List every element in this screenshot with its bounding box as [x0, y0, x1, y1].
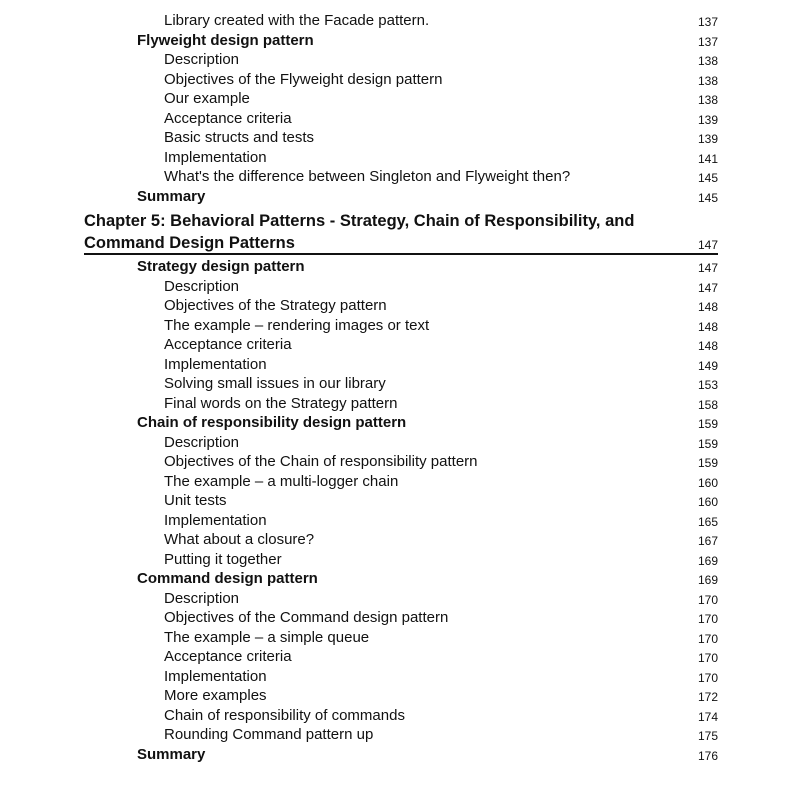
toc-entry-page-number: 159: [697, 417, 718, 431]
toc-subsection-entry[interactable]: [0, 589, 800, 609]
toc-subsection-entry[interactable]: [0, 316, 800, 336]
toc-entry-title: Chain of responsibility design pattern: [137, 414, 407, 431]
toc-entry-title: Implementation: [164, 667, 267, 685]
toc-entry-page-number: 172: [697, 690, 718, 704]
toc-entry-title: What's the difference between Singleton and Flyweight then?: [164, 168, 571, 185]
toc-entry-page-number: 145: [697, 171, 718, 185]
toc-subsection-entry[interactable]: [0, 491, 800, 511]
toc-entry-page-number: 158: [697, 397, 718, 412]
toc-entry-title: Implementation: [164, 148, 267, 166]
toc-entry-title: Objectives of the Command design pattern: [164, 609, 449, 626]
toc-entry-page-number: 147: [697, 280, 718, 295]
toc-entry-page-number: 170: [697, 651, 718, 665]
toc-entry-page-number: 137: [697, 34, 718, 49]
toc-subsection-entry[interactable]: [0, 550, 800, 570]
toc-entry-page-number: 137: [697, 15, 718, 29]
toc-subsection-entry[interactable]: [0, 628, 800, 648]
toc-entry-page-number: 139: [697, 132, 718, 146]
toc-entry-page-number: 139: [697, 112, 718, 127]
chapter-title-line-2: Command Design Patterns: [84, 234, 295, 252]
toc-subsection-entry[interactable]: [0, 706, 800, 726]
toc-subsection-entry[interactable]: [0, 725, 800, 745]
chapter-title: [84, 210, 634, 254]
toc-entry-page-number: 149: [697, 358, 718, 373]
toc-entry-page-number: 176: [697, 748, 718, 763]
toc-entry-title: Summary: [137, 745, 206, 763]
chapter-divider: [84, 253, 718, 255]
toc-subsection-entry[interactable]: [0, 608, 800, 628]
toc-subsection-entry[interactable]: [0, 667, 800, 687]
toc-entry-title: More examples: [164, 687, 267, 704]
toc-entry-page-number: 165: [697, 514, 718, 529]
toc-entry-title: Implementation: [164, 355, 267, 373]
toc-subsection-entry[interactable]: [0, 335, 800, 355]
toc-entry-page-number: 175: [697, 729, 718, 743]
toc-subsection-entry[interactable]: [0, 472, 800, 492]
toc-subsection-entry[interactable]: [0, 70, 800, 90]
toc-subsection-entry[interactable]: [0, 128, 800, 148]
toc-entry-title: Acceptance criteria: [164, 336, 292, 353]
toc-section-entry[interactable]: [0, 257, 800, 277]
chapter-page-number: 147: [697, 238, 718, 252]
toc-subsection-entry[interactable]: [0, 148, 800, 168]
toc-subsection-entry[interactable]: [0, 511, 800, 531]
toc-entry-page-number: 148: [697, 319, 718, 334]
toc-section-entry[interactable]: [0, 413, 800, 433]
toc-entry-title: Basic structs and tests: [164, 129, 315, 146]
toc-subsection-entry[interactable]: [0, 433, 800, 453]
toc-entry-title: Rounding Command pattern up: [164, 726, 374, 743]
toc-entry-title: Description: [164, 589, 240, 607]
toc-entry-page-number: 148: [697, 339, 718, 353]
toc-entry-title: Acceptance criteria: [164, 109, 292, 127]
toc-entry-title: Strategy design pattern: [137, 258, 305, 275]
toc-subsection-entry[interactable]: [0, 167, 800, 187]
toc-entry-title: Objectives of the Chain of responsibility pattern: [164, 453, 478, 470]
toc-entry-title: Description: [164, 51, 240, 68]
toc-subsection-entry[interactable]: [0, 296, 800, 316]
toc-subsection-entry[interactable]: [0, 277, 800, 297]
toc-entry-title: The example – a simple queue: [164, 628, 370, 646]
toc-subsection-entry[interactable]: [0, 11, 800, 31]
toc-subsection-entry[interactable]: [0, 109, 800, 129]
toc-entry-title: Flyweight design pattern: [137, 31, 314, 49]
toc-entry-title: Command design pattern: [137, 570, 318, 587]
toc-entry-page-number: 169: [697, 573, 718, 587]
toc-entry-title: Library created with the Facade pattern.: [164, 12, 430, 29]
toc-entry-title: What about a closure?: [164, 531, 315, 548]
toc-entry-page-number: 170: [697, 631, 718, 646]
toc-entry-page-number: 138: [697, 73, 718, 88]
toc-entry-page-number: 159: [697, 436, 718, 451]
toc-entry-page-number: 170: [697, 592, 718, 607]
toc-entry-page-number: 174: [697, 709, 718, 724]
toc-section-entry[interactable]: [0, 31, 800, 51]
toc-entry-page-number: 153: [697, 378, 718, 392]
toc-entry-title: Objectives of the Flyweight design pattern: [164, 70, 443, 88]
toc-entry-title: The example – rendering images or text: [164, 316, 430, 334]
toc-section-entry[interactable]: [0, 745, 800, 765]
toc-subsection-entry[interactable]: [0, 530, 800, 550]
toc-entry-title: Summary: [137, 187, 206, 205]
toc-entry-page-number: 170: [697, 670, 718, 685]
toc-entry-title: Putting it together: [164, 550, 282, 568]
toc-entry-page-number: 138: [697, 93, 718, 107]
toc-entry-page-number: 141: [697, 151, 718, 166]
toc-entry-page-number: 147: [697, 261, 718, 275]
toc-entry-title: Final words on the Strategy pattern: [164, 394, 398, 412]
toc-entry-title: Objectives of the Strategy pattern: [164, 297, 387, 314]
toc-section-entry[interactable]: [0, 569, 800, 589]
chapter-title-line-1: Chapter 5: Behavioral Patterns - Strategy, Chain of Responsibility, and: [84, 212, 635, 230]
toc-entry-page-number: 160: [697, 475, 718, 490]
toc-entry-page-number: 170: [697, 612, 718, 626]
toc-entry-title: Description: [164, 433, 240, 451]
toc-entry-title: Chain of responsibility of commands: [164, 706, 405, 724]
toc-entry-title: Our example: [164, 90, 250, 107]
toc-entry-page-number: 159: [697, 456, 718, 470]
toc-subsection-entry[interactable]: [0, 686, 800, 706]
toc-entry-title: Solving small issues in our library: [164, 375, 386, 392]
toc-subsection-entry[interactable]: [0, 355, 800, 375]
toc-subsection-entry[interactable]: [0, 647, 800, 667]
toc-entry-title: Acceptance criteria: [164, 648, 292, 665]
toc-entry-page-number: 160: [697, 495, 718, 509]
toc-entry-page-number: 138: [697, 54, 718, 68]
toc-subsection-entry[interactable]: [0, 394, 800, 414]
toc-entry-page-number: 148: [697, 300, 718, 314]
toc-subsection-entry[interactable]: [0, 89, 800, 109]
toc-entry-page-number: 169: [697, 553, 718, 568]
toc-entry-page-number: 167: [697, 534, 718, 548]
toc-subsection-entry[interactable]: [0, 374, 800, 394]
chapter-heading[interactable]: [0, 210, 800, 256]
toc-subsection-entry[interactable]: [0, 50, 800, 70]
toc-entry-title: Unit tests: [164, 492, 227, 509]
toc-subsection-entry[interactable]: [0, 452, 800, 472]
toc-entry-title: Description: [164, 277, 240, 295]
toc-section-entry[interactable]: [0, 187, 800, 207]
toc-entry-title: The example – a multi-logger chain: [164, 472, 399, 490]
toc-entry-page-number: 145: [697, 190, 718, 205]
toc-entry-title: Implementation: [164, 511, 267, 529]
